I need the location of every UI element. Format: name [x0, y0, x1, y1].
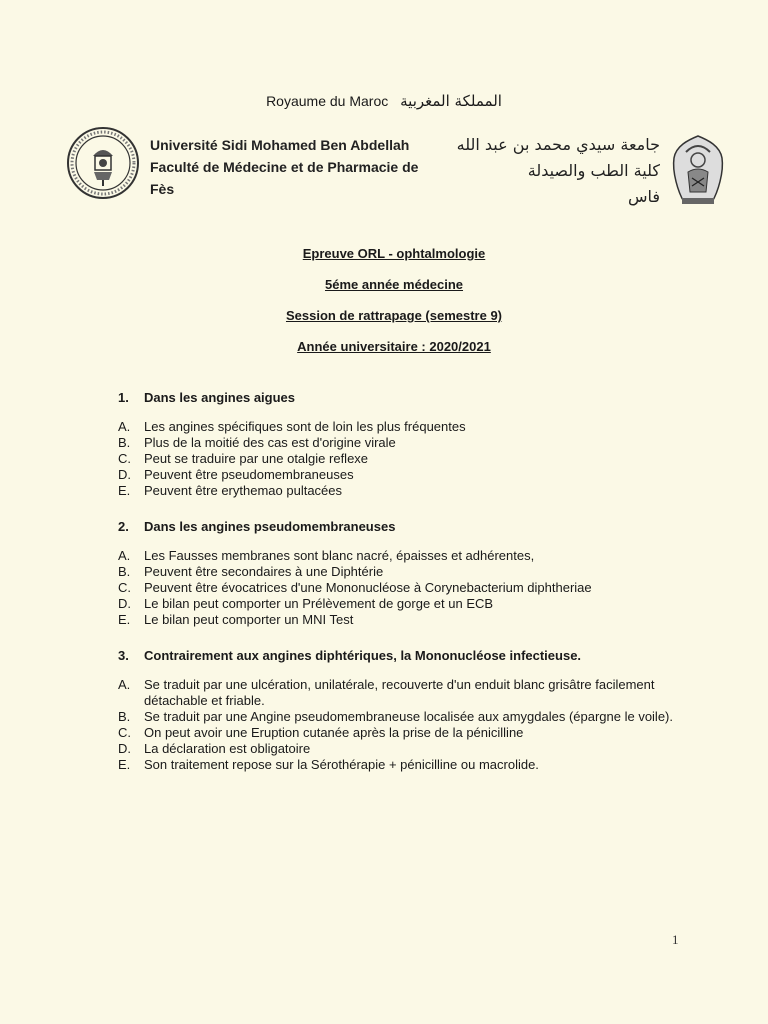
option-letter: B.: [118, 564, 131, 579]
question-2: [118, 519, 698, 628]
option-letter: C.: [118, 725, 131, 740]
option-text: Se traduit par une ulcération, unilatérale, recouverte d'un enduit blanc grisâtre facilement détachable et friable.: [144, 677, 655, 708]
university-ar-line-1: جامعة سيدي محمد بن عبد الله: [456, 135, 660, 154]
option-text: Les Fausses membranes sont blanc nacré, épaisses et adhérentes,: [144, 548, 535, 563]
option-a: [118, 419, 698, 435]
kingdom-ar: المملكة المغربية: [400, 92, 502, 110]
university-name-ar: [420, 132, 660, 210]
option-letter: E.: [118, 483, 131, 498]
option-letter: A.: [118, 677, 131, 692]
option-c: [118, 451, 698, 467]
exam-academic-year: Année universitaire : 2020/2021: [297, 339, 491, 354]
option-letter: C.: [118, 451, 131, 466]
kingdom-fr: Royaume du Maroc: [266, 93, 389, 109]
page-number: 1: [672, 932, 679, 947]
option-letter: D.: [118, 467, 131, 482]
option-b: [118, 564, 698, 580]
question-title: [118, 519, 698, 534]
option-letter: A.: [118, 419, 131, 434]
option-text: Peut se traduire par une otalgie reflexe: [144, 451, 369, 466]
option-e: [118, 612, 698, 628]
option-text: Le bilan peut comporter un Prélèvement de gorge et un ECB: [144, 596, 494, 611]
option-letter: B.: [118, 435, 131, 450]
option-text: Son traitement repose sur la Sérothérapie + pénicilline ou macrolide.: [144, 757, 539, 772]
option-e: [118, 757, 698, 773]
option-c: [118, 725, 698, 741]
exam-year-level: 5éme année médecine: [324, 277, 464, 292]
question-number: 2.: [118, 519, 129, 534]
question-title: [118, 390, 698, 405]
option-d: [118, 741, 698, 757]
option-text: Peuvent être évocatrices d'une Mononucléose à Corynebacterium diphtheriae: [144, 580, 592, 595]
question-list: [118, 390, 698, 793]
option-letter: D.: [118, 741, 131, 756]
option-letter: C.: [118, 580, 131, 595]
option-letter: D.: [118, 596, 131, 611]
question-text: Contrairement aux angines diphtériques, la Mononucléose infectieuse.: [144, 648, 582, 663]
option-d: [118, 596, 698, 612]
question-text: Dans les angines pseudomembraneuses: [144, 519, 396, 534]
option-a: [118, 677, 698, 709]
option-text: Peuvent être erythemao pultacées: [144, 483, 343, 498]
option-text: On peut avoir une Eruption cutanée après la prise de la pénicilline: [144, 725, 524, 740]
option-text: Les angines spécifiques sont de loin les plus fréquentes: [144, 419, 466, 434]
option-text: La déclaration est obligatoire: [144, 741, 311, 756]
question-number: 1.: [118, 390, 129, 405]
option-letter: E.: [118, 612, 131, 627]
option-a: [118, 548, 698, 564]
option-text: Plus de la moitié des cas est d'origine virale: [144, 435, 396, 450]
university-ar-line-3: فاس: [627, 187, 660, 206]
question-number: 3.: [118, 648, 129, 663]
university-line-3: Fès: [150, 181, 175, 197]
question-text: Dans les angines aigues: [144, 390, 296, 405]
option-letter: E.: [118, 757, 131, 772]
university-seal-icon: [66, 126, 140, 200]
university-name-fr: [150, 134, 420, 200]
option-b: [118, 709, 698, 725]
university-line-1: Université Sidi Mohamed Ben Abdellah: [150, 137, 410, 153]
exam-session: Session de rattrapage (semestre 9): [285, 308, 503, 323]
option-b: [118, 435, 698, 451]
university-line-2: Faculté de Médecine et de Pharmacie de: [150, 159, 419, 175]
option-letter: A.: [118, 548, 131, 563]
option-letter: B.: [118, 709, 131, 724]
option-text: Peuvent être pseudomembraneuses: [144, 467, 354, 482]
option-text: Se traduit par une Angine pseudomembraneuse localisée aux amygdales (épargne le voile).: [144, 709, 673, 724]
faculty-emblem-icon: [668, 132, 728, 208]
option-c: [118, 580, 698, 596]
question-3: [118, 648, 698, 773]
option-text: Peuvent être secondaires à une Diphtérie: [144, 564, 384, 579]
kingdom-header: [0, 92, 768, 110]
exam-titles: [0, 244, 768, 368]
exam-title: Epreuve ORL - ophtalmologie: [302, 246, 486, 261]
question-title: [118, 648, 698, 663]
option-text: Le bilan peut comporter un MNI Test: [144, 612, 354, 627]
university-ar-line-2: كلية الطب والصيدلة: [527, 161, 660, 180]
option-d: [118, 467, 698, 483]
question-1: [118, 390, 698, 499]
option-e: [118, 483, 698, 499]
